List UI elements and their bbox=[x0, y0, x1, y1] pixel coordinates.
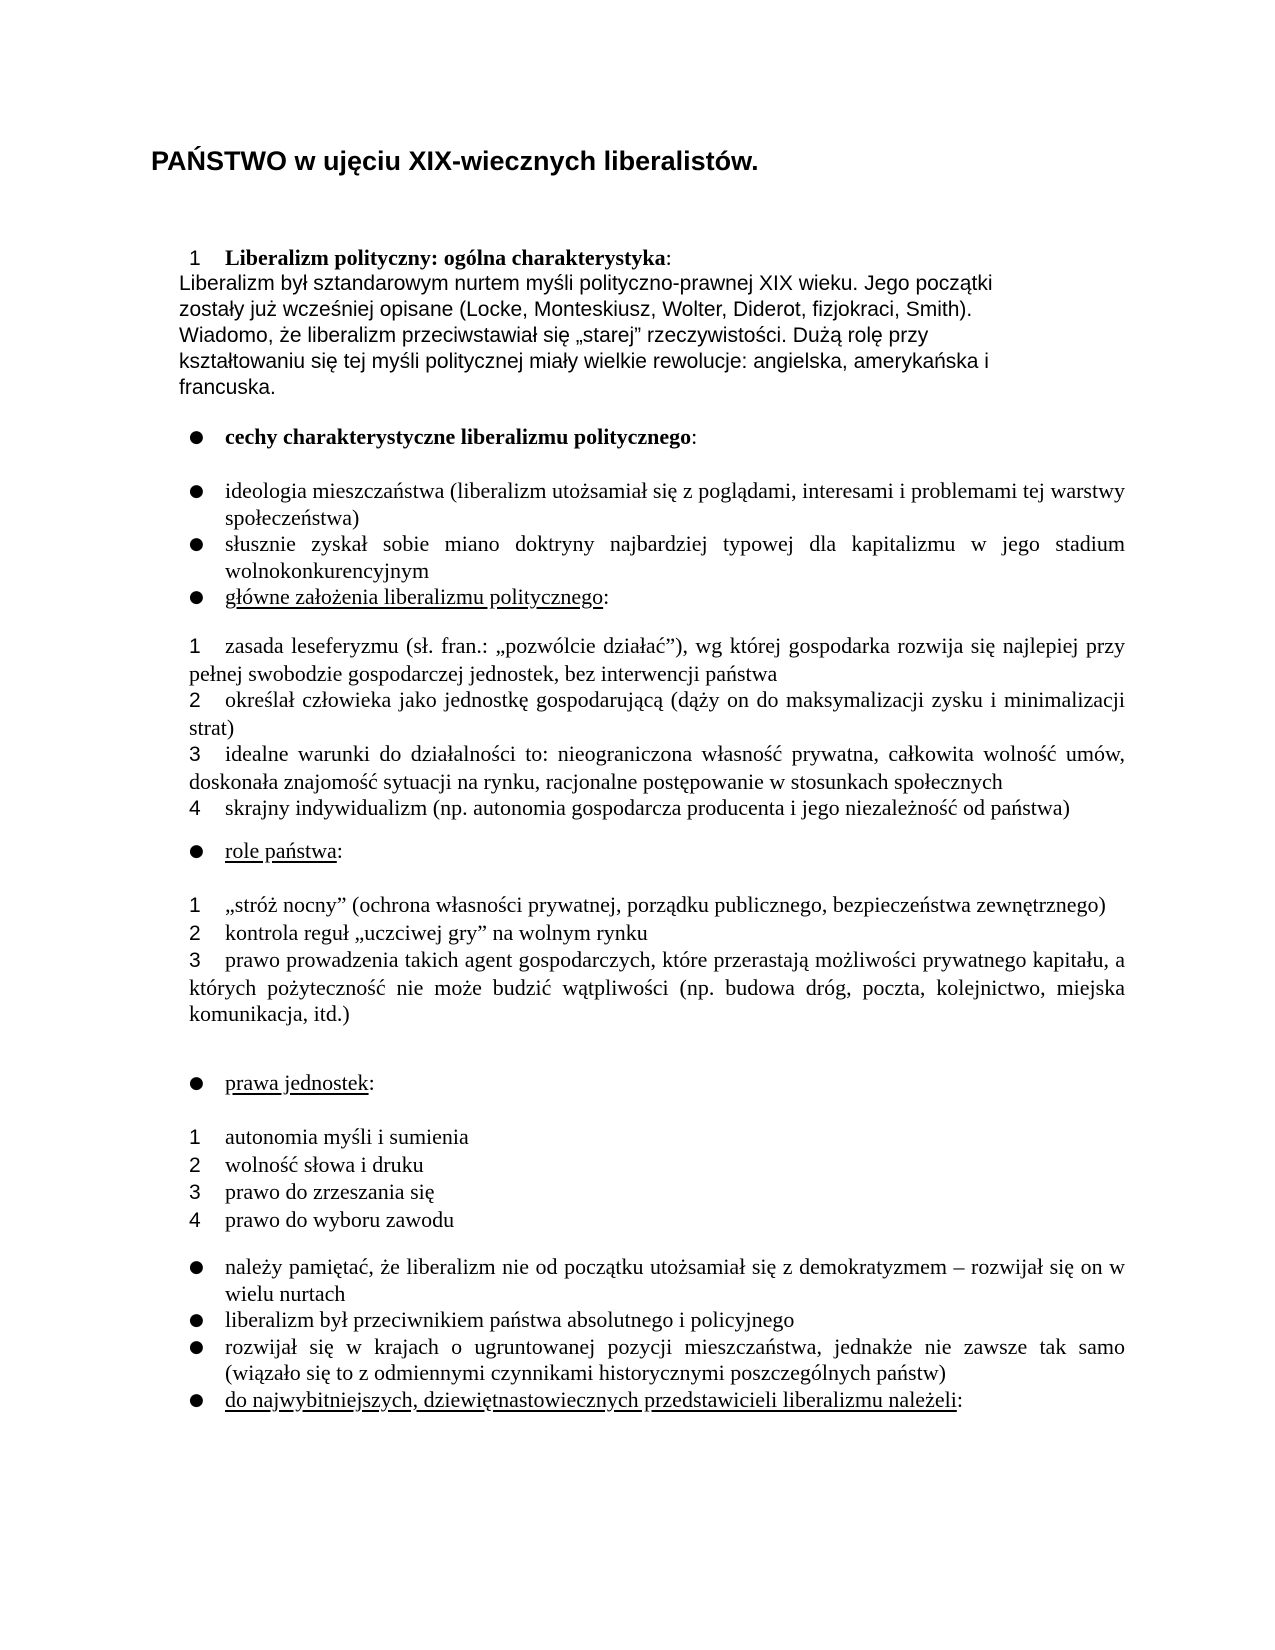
intro-paragraph bbox=[179, 271, 1079, 401]
numbered-item: 2 kontrola reguł „uczciwej gry” na wolnym rynku bbox=[189, 919, 648, 945]
list-item: ● prawa jednostek: bbox=[189, 1070, 375, 1095]
numbered-item: 4 prawo do wyboru zawodu bbox=[189, 1206, 455, 1232]
role-list bbox=[189, 892, 1125, 1028]
intro-line: kształtowaniu się tej myśli politycznej miały wielkie rewolucje: angielska, amerykańska i bbox=[179, 350, 989, 373]
bullet-icon: ● bbox=[189, 841, 204, 861]
intro-line: Liberalizm był sztandarowym nurtem myśli polityczno-prawnej XIX wieku. Jego początki bbox=[179, 272, 993, 295]
bullet-icon: ● bbox=[189, 587, 204, 607]
prawa-list bbox=[189, 1124, 1125, 1234]
numbered-item: 1 autonomia myśli i sumienia bbox=[189, 1124, 469, 1149]
representatives-heading: do najwybitniejszych, dziewiętnastowiecznych przedstawicieli liberalizmu należeli bbox=[225, 1386, 957, 1412]
intro-line: Wiadomo, że liberalizm przeciwstawiał się „starej” rzeczywistości. Dużą rolę przy bbox=[179, 324, 929, 347]
bullet-icon: ● bbox=[189, 1073, 204, 1093]
bullet-icon: ● bbox=[189, 1389, 204, 1410]
list-item: ● słusznie zyskał sobie miano doktryny najbardziej typowej dla kapitalizmu w jego stadium wolnokonkurencyjnym bbox=[189, 531, 1125, 583]
zalozenia-list bbox=[189, 633, 1125, 823]
prawa-heading-block bbox=[189, 1070, 1125, 1097]
numbered-item: 4 skrajny indywidualizm (np. autonomia gospodarcza producenta i jego niezależność od państwa) bbox=[189, 795, 1070, 820]
intro-line: zostały już wcześniej opisane (Locke, Monteskiusz, Wolter, Diderot, fizjokraci, Smith). bbox=[179, 298, 973, 321]
bullet-icon: ● bbox=[189, 427, 204, 447]
prawa-heading: prawa jednostek bbox=[225, 1070, 369, 1095]
numbered-item: 3 prawo do zrzeszania się bbox=[189, 1179, 435, 1204]
bullet-icon: ● bbox=[189, 1336, 204, 1357]
numbered-item: 2 określał człowieka jako jednostkę gospodarującą (dąży on do maksymalizacji zysku i minimalizacji strat) bbox=[189, 687, 1125, 740]
numbered-item: 1 „stróż nocny” (ochrona własności prywatnej, porządku publicznego, bezpieczeństwa zewnętrznego) bbox=[189, 892, 1106, 917]
bullet-icon: ● bbox=[189, 1310, 204, 1330]
numbered-item: 2 wolność słowa i druku bbox=[189, 1151, 424, 1177]
list-item: ● ideologia mieszczaństwa (liberalizm utożsamiał się z poglądami, interesami i problemami tej warstwy społeczeństwa) bbox=[189, 478, 1125, 530]
final-list bbox=[189, 1254, 1125, 1413]
section-heading: 1 Liberalizm polityczny: ogólna charakterystyka: bbox=[189, 245, 672, 273]
role-heading-block bbox=[189, 838, 1125, 865]
list-item: ● role państwa: bbox=[189, 838, 343, 863]
cechy-heading: cechy charakterystyczne liberalizmu politycznego bbox=[225, 424, 692, 449]
role-heading: role państwa bbox=[225, 838, 337, 863]
list-item: ● główne założenia liberalizmu politycznego: bbox=[189, 584, 610, 609]
numbered-item: 3 idealne warunki do działalności to: nieograniczona własność prywatna, całkowita wolność umów, doskonała znajomość sytuacji na rynku, racjonalne postępowanie w stosunkach społecznych bbox=[189, 741, 1125, 794]
bullet-icon: ● bbox=[189, 1257, 204, 1277]
list-item: ● cechy charakterystyczne liberalizmu politycznego: bbox=[189, 424, 698, 449]
cechy-list bbox=[189, 478, 1125, 611]
list-item: ● należy pamiętać, że liberalizm nie od początku utożsamiał się z demokratyzmem – rozwijał się on w wielu nurtach bbox=[189, 1254, 1125, 1306]
list-item: ● do najwybitniejszych, dziewiętnastowiecznych przedstawicieli liberalizmu należeli: bbox=[189, 1386, 963, 1412]
bullet-icon: ● bbox=[189, 534, 204, 554]
bullet-icon: ● bbox=[189, 481, 204, 501]
page-title: PAŃSTWO w ujęciu XIX-wiecznych liberalistów. bbox=[151, 146, 759, 176]
section-heading-text: Liberalizm polityczny: ogólna charakterystyka bbox=[225, 245, 666, 270]
section-number: 1 bbox=[189, 247, 201, 270]
cechy-heading-block bbox=[189, 424, 1125, 451]
numbered-item: 3 prawo prowadzenia takich agent gospodarczych, które przerastają możliwości prywatnego kapitału, a których pożyteczność nie może budzić wątpliwości (np. budowa dróg, poczta, kolejnictwo, miejska komunikacja, itd.) bbox=[189, 947, 1125, 1026]
intro-line: francuska. bbox=[179, 376, 276, 399]
list-item: ● liberalizm był przeciwnikiem państwa absolutnego i policyjnego bbox=[189, 1307, 795, 1332]
numbered-item: 1 zasada leseferyzmu (sł. fran.: „pozwólcie działać”), wg której gospodarka rozwija się najlepiej przy pełnej swobodzie gospodarczej jednostek, bez interwencji państwa bbox=[189, 633, 1125, 686]
zalozenia-heading: główne założenia liberalizmu politycznego bbox=[225, 584, 604, 609]
list-item: ● rozwijał się w krajach o ugruntowanej pozycji mieszczaństwa, jednakże nie zawsze tak samo (wiązało się to z odmiennymi czynnikami historycznymi poszczególnych państw) bbox=[189, 1333, 1125, 1385]
